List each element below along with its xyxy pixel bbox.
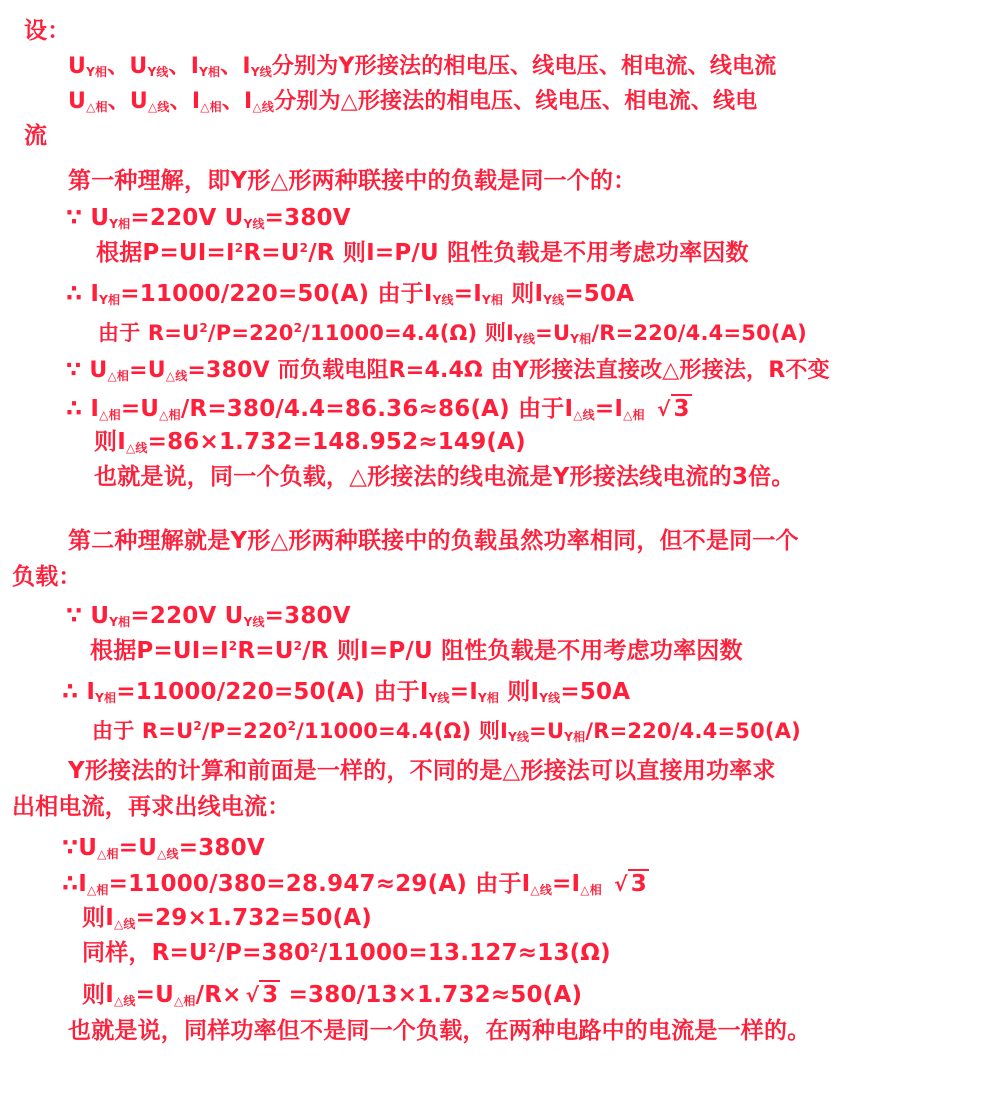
doc-line: $\because U_{\triangle 相}=U_{\triangle 线}=380V$ (62, 835, 265, 861)
doc-line: 也就是说，同样功率但不是同一个负载，在两种电路中的电流是一样的。 (68, 1018, 811, 1044)
doc-line: 则$I_{\triangle 线}=86\times 1.732=148.952\approx 149(A)$ (94, 429, 526, 455)
doc-line: ∴ $I_{\triangle 相}=U_{\triangle 相}/R=380/4.4=86.36\approx 86(A)$ 由于$I_{\triangle 线}=I_{\triangle 相}$ √ 3 (66, 396, 690, 422)
doc-line: ∵ $U_{\triangle 相}=U_{\triangle 线}=380V$ 而负载电阻R=4.4Ω 由Y形接法直接改△形接法，R不变 (66, 358, 830, 383)
doc-line: ∵ $U_{Y相}=220V$ $U_{Y线}=380V$ (66, 205, 351, 231)
doc-line: ∵ $U_{Y相}=220V$ $U_{Y线}=380V$ (66, 603, 351, 629)
doc-line: 流 (24, 123, 48, 149)
doc-line: 根据$P=UI=I^2R=U^2/R$ 则I=P/U 阻性负载是不用考虑功率因数 (96, 240, 749, 266)
doc-line: 同样，$R=U^2/P=380^2/11000=13.127\approx 13(\Omega)$ (82, 940, 611, 966)
doc-line: 由于 $R=U^2/P=220^2/11000=4.4(\Omega)$ 则$I_{Y线}=U_{Y相}/R=220/4.4=50(A)$ (98, 321, 807, 346)
doc-line: 根据$P=UI=I^2R=U^2/R$ 则I=P/U 阻性负载是不用考虑功率因数 (90, 638, 743, 664)
doc-line: 则$I_{\triangle 线}=U_{\triangle 相}/R\times$ √ 3 =380/13×1.732≈50(A) (82, 982, 583, 1008)
doc-line: 则$I_{\triangle 线}=29\times 1.732=50(A)$ (82, 905, 373, 931)
section-heading: 第二种理解就是Y形△形两种联接中的负载虽然功率相同，但不是同一个 (68, 528, 799, 554)
section-heading: 第一种理解，即Y形△形两种联接中的负载是同一个的： (68, 168, 637, 194)
doc-line: Y形接法的计算和前面是一样的，不同的是△形接法可以直接用功率求 (68, 758, 776, 784)
doc-line: ∴ $I_{Y相}=11000/220=50(A)$ 由于$I_{Y线}=I_{Y相}$ 则$I_{Y线}=50A$ (66, 281, 635, 307)
doc-line: 负载： (12, 564, 82, 590)
doc-line: $\therefore I_{\triangle 相}=11000/380=28.947\approx 29(A)$ 由于$I_{\triangle 线}=I_{\triangle 相}$ √ 3 (62, 871, 647, 897)
doc-line: 出相电流，再求出线电流： (12, 794, 291, 820)
doc-line: $U_{Y相}$、$U_{Y线}$、$I_{Y相}$、$I_{Y线}$分别为Y形接法的相电压、线电压、相电流、线电流 (68, 54, 777, 79)
doc-line: ∴ $I_{Y相}=11000/220=50(A)$ 由于$I_{Y线}=I_{Y相}$ 则$I_{Y线}=50A$ (62, 679, 631, 705)
doc-line: 设： (24, 18, 71, 44)
doc-line: $U_{\triangle 相}$、$U_{\triangle 线}$、$I_{\triangle 相}$、$I_{\triangle 线}$分别为△形接法的相电压、线电压、相电流、线电 (68, 89, 758, 114)
doc-line: 也就是说，同一个负载，△形接法的线电流是Y形接法线电流的3倍。 (94, 464, 795, 490)
doc-line: 由于 $R=U^2/P=220^2/11000=4.4(\Omega)$ 则$I_{Y线}=U_{Y相}/R=220/4.4=50(A)$ (92, 719, 801, 744)
